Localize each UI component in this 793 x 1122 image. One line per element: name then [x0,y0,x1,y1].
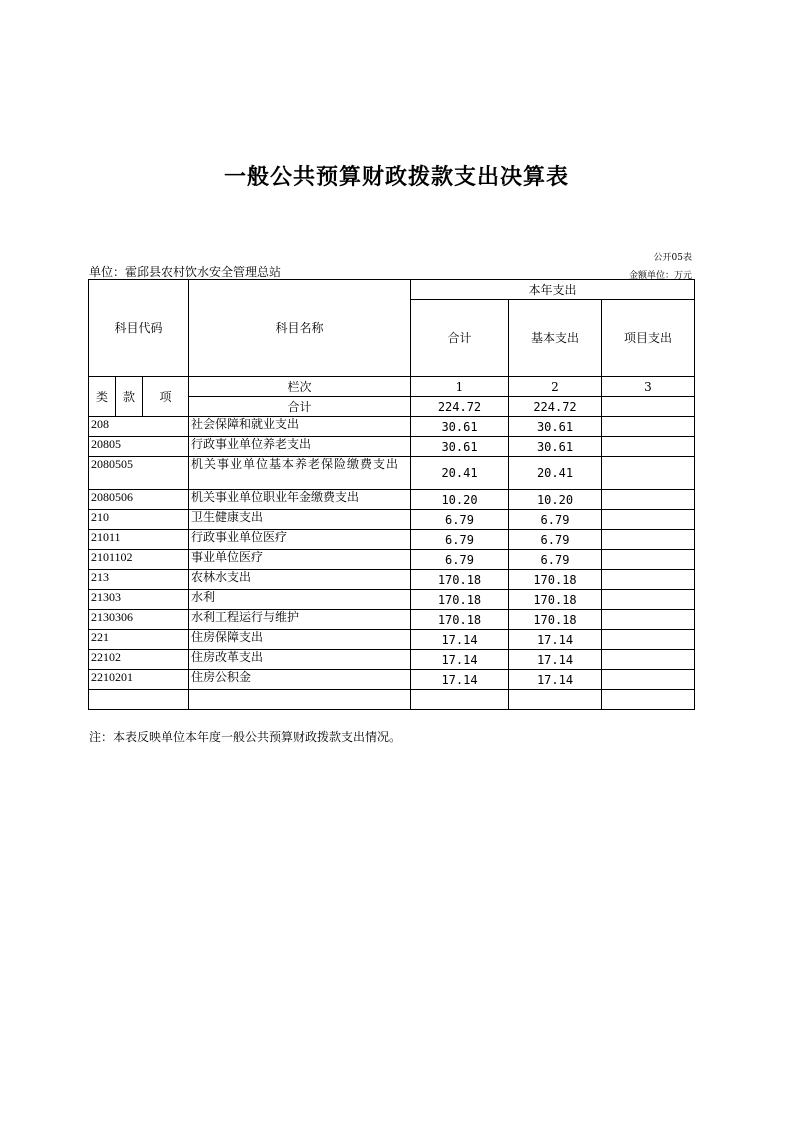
table-row [89,530,695,550]
header-col1: 1 [411,377,509,397]
row-project [602,690,695,710]
header-kuan: 款 [116,377,143,417]
row-name: 住房保障支出 [189,630,411,650]
row-code: 2210201 [89,670,189,690]
table-row [89,437,695,457]
row-name: 行政事业单位养老支出 [189,437,411,457]
table-row [89,457,695,490]
row-code: 208 [89,417,189,437]
row-total: 20.41 [411,457,509,490]
row-project [602,630,695,650]
expenditure-table [88,279,695,710]
row-code: 221 [89,630,189,650]
row-code: 21011 [89,530,189,550]
row-name: 机关事业单位职业年金缴费支出 [189,490,411,510]
row-project [602,417,695,437]
row-basic: 170.18 [509,590,602,610]
unit-label: 单位：霍邱县农村饮水安全管理总站 [89,265,282,279]
row-name [189,690,411,710]
row-code: 210 [89,510,189,530]
amount-unit-label: 金额单位：万元 [628,271,692,281]
row-total: 6.79 [411,550,509,570]
row-basic: 20.41 [509,457,602,490]
row-total: 6.79 [411,510,509,530]
header-current-year: 本年支出 [411,280,695,300]
header-code: 科目代码 [89,280,189,377]
table-row [89,670,695,690]
table-row [89,650,695,670]
row-project [602,457,695,490]
row-basic: 30.61 [509,437,602,457]
table-row [89,690,695,710]
row-total: 30.61 [411,417,509,437]
row-code: 2080506 [89,490,189,510]
row-code: 22102 [89,650,189,670]
row-project [602,610,695,630]
row-code [89,690,189,710]
total-basic: 224.72 [509,397,602,417]
row-project [602,490,695,510]
form-number: 公开05表 [653,253,692,263]
header-basic: 基本支出 [509,300,602,377]
row-project [602,570,695,590]
row-basic: 170.18 [509,610,602,630]
header-total: 合计 [411,300,509,377]
row-basic: 17.14 [509,630,602,650]
header-lei: 类 [89,377,116,417]
row-basic: 6.79 [509,510,602,530]
footnote: 注：本表反映单位本年度一般公共预算财政拨款支出情况。 [89,730,402,744]
table-row [89,550,695,570]
row-total: 17.14 [411,630,509,650]
total-project [602,397,695,417]
row-project [602,650,695,670]
row-project [602,510,695,530]
row-name: 行政事业单位医疗 [189,530,411,550]
row-total: 17.14 [411,670,509,690]
table-row [89,630,695,650]
table-row [89,510,695,530]
header-col3: 3 [602,377,695,397]
row-basic: 170.18 [509,570,602,590]
row-name: 事业单位医疗 [189,550,411,570]
row-name: 住房公积金 [189,670,411,690]
row-name: 农林水支出 [189,570,411,590]
table-row [89,417,695,437]
total-label: 合计 [189,397,411,417]
row-code: 21303 [89,590,189,610]
row-basic: 10.20 [509,490,602,510]
header-xiang: 项 [143,377,189,417]
row-basic: 17.14 [509,650,602,670]
table-row [89,490,695,510]
row-total: 170.18 [411,570,509,590]
row-project [602,437,695,457]
row-code: 213 [89,570,189,590]
row-project [602,550,695,570]
row-total: 30.61 [411,437,509,457]
row-total: 10.20 [411,490,509,510]
row-code: 2101102 [89,550,189,570]
total-total: 224.72 [411,397,509,417]
row-basic: 30.61 [509,417,602,437]
row-name: 卫生健康支出 [189,510,411,530]
row-name: 水利 [189,590,411,610]
header-col2: 2 [509,377,602,397]
header-row-3 [89,377,695,397]
row-name: 住房改革支出 [189,650,411,670]
row-total: 17.14 [411,650,509,670]
table-row [89,590,695,610]
row-name: 机关事业单位基本养老保险缴费支出 [189,457,411,490]
row-name: 水利工程运行与维护 [189,610,411,630]
row-basic: 17.14 [509,670,602,690]
row-project [602,670,695,690]
row-basic: 6.79 [509,550,602,570]
row-total: 170.18 [411,590,509,610]
table-row [89,570,695,590]
row-basic: 6.79 [509,530,602,550]
header-lanci: 栏次 [189,377,411,397]
row-project [602,590,695,610]
row-basic [509,690,602,710]
row-code: 2080505 [89,457,189,490]
page-title: 一般公共预算财政拨款支出决算表 [223,165,569,190]
row-name: 社会保障和就业支出 [189,417,411,437]
row-total [411,690,509,710]
header-name: 科目名称 [189,280,411,377]
row-code: 2130306 [89,610,189,630]
row-code: 20805 [89,437,189,457]
header-row-1 [89,280,695,300]
row-project [602,530,695,550]
header-project: 项目支出 [602,300,695,377]
row-total: 170.18 [411,610,509,630]
row-total: 6.79 [411,530,509,550]
table-row [89,610,695,630]
